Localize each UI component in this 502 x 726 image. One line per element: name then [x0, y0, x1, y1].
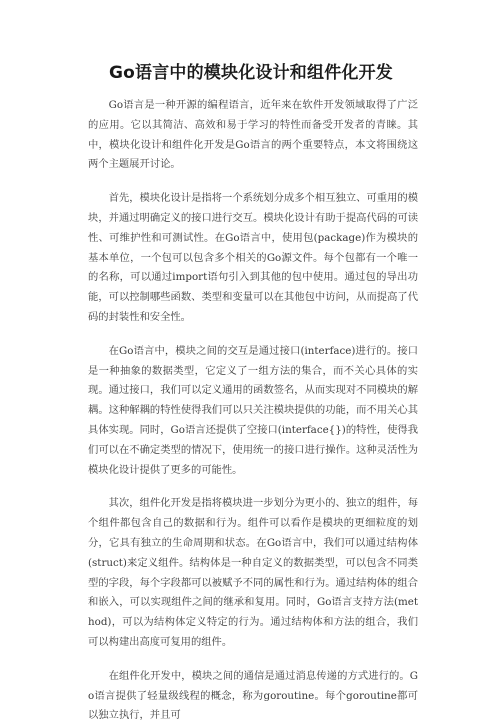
document-body [88, 96, 418, 726]
paragraph-goroutine: 在组件化开发中，模块之间的通信是通过消息传递的方式进行的。Go语言提供了轻量级线程的概念，称为goroutine。每个goroutine都可以独立执行，并且可 [88, 669, 418, 722]
paragraph-modular-design: 首先，模块化设计是指将一个系统划分成多个相互独立、可重用的模块，并通过明确定义的接口进行交互。模块化设计有助于提高代码的可读性、可维护性和可测试性。在Go语言中，使用包(package)作为模块的基本单位，一个包可以包含多个相关的Go源文件。每个包都有一个唯一的名称，可以通过import语句引入到其他的包中使用。通过包的导出功能，可以控制哪些函数、类型和变量可以在其他包中访问，从而提高了代码的封装性和安全性。 [88, 192, 418, 323]
paragraph-interfaces: 在Go语言中，模块之间的交互是通过接口(interface)进行的。接口是一种抽象的数据类型，它定义了一组方法的集合，而不关心具体的实现。通过接口，我们可以定义通用的函数签名，从而实现对不同模块的解耦。这种解耦的特性使得我们可以只关注模块提供的功能，而不用关心其具体实现。同时，Go语言还提供了空接口(interface{})的特性，使得我们可以在不确定类型的情况下，使用统一的接口进行操作。这种灵活性为模块化设计提供了更多的可能性。 [88, 344, 418, 476]
document-title: Go语言中的模块化设计和组件化开发 [108, 63, 394, 83]
paragraph-component-dev: 其次，组件化开发是指将模块进一步划分为更小的、独立的组件，每个组件都包含自己的数据和行为。组件可以看作是模块的更细粒度的划分，它具有独立的生命周期和状态。在Go语言中，我们可以通过结构体(struct)来定义组件。结构体是一种自定义的数据类型，可以包含不同类型的字段，每个字段都可以被赋予不同的属性和行为。通过结构体的组合和嵌入，可以实现组件之间的继承和复用。同时，Go语言支持方法(method)，可以为结构体定义特定的行为。通过结构体和方法的组合，我们可以构建出高度可复用的组件。 [88, 497, 418, 648]
paragraph-intro: Go语言是一种开源的编程语言，近年来在软件开发领域取得了广泛的应用。它以其简洁、高效和易于学习的特性而备受开发者的青睐。其中，模块化设计和组件化开发是Go语言的两个重要特点，本文将围绕这两个主题展开讨论。 [88, 99, 418, 171]
